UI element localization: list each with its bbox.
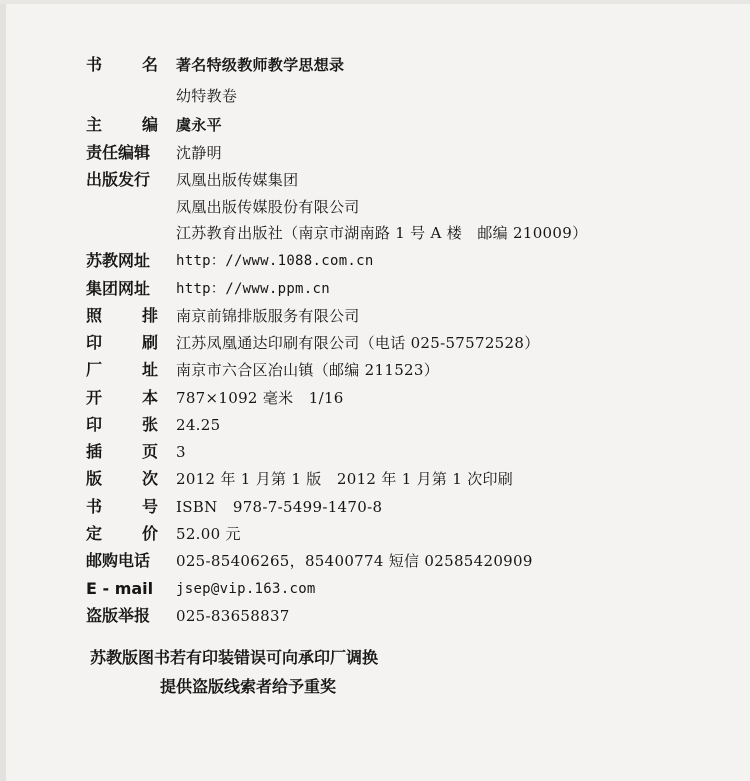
info-value: 南京市六合区冶山镇（邮编 211523） — [176, 361, 440, 379]
info-row — [0, 194, 750, 220]
info-label: 主 编 — [86, 115, 158, 134]
info-value: 025-83658837 — [176, 607, 290, 625]
info-row — [0, 466, 750, 492]
info-value: 著名特级教师教学思想录 — [176, 56, 345, 74]
info-label: 出版发行 — [86, 170, 151, 189]
info-value: 2012 年 1 月第 1 版 2012 年 1 月第 1 次印刷 — [176, 470, 514, 488]
info-row — [0, 357, 750, 383]
info-row — [0, 603, 750, 629]
info-label: 苏教网址 — [86, 251, 151, 270]
info-value: 3 — [176, 443, 186, 461]
info-row — [0, 576, 750, 602]
info-row — [0, 439, 750, 465]
info-label: 厂 址 — [86, 360, 158, 379]
info-value: 南京前锦排版服务有限公司 — [176, 307, 360, 325]
info-label: E - mail — [86, 579, 154, 598]
info-label: 印 刷 — [86, 333, 158, 352]
info-value: 沈静明 — [176, 144, 222, 162]
info-value: 凤凰出版传媒集团 — [176, 171, 299, 189]
info-label: 照 排 — [86, 306, 158, 325]
info-label: 责任编辑 — [86, 143, 151, 162]
info-value: 24.25 — [176, 416, 221, 434]
info-row — [0, 112, 750, 138]
info-row — [0, 330, 750, 356]
info-row — [0, 140, 750, 166]
info-value: 幼特教卷 — [176, 87, 238, 105]
info-label: 盗版举报 — [86, 606, 151, 625]
info-row — [0, 52, 750, 78]
info-value: ISBN 978-7-5499-1470-8 — [176, 498, 383, 516]
info-label: 印 张 — [86, 415, 158, 434]
info-label: 定 价 — [86, 524, 158, 543]
info-row — [0, 83, 750, 109]
info-value: 江苏教育出版社（南京市湖南路 1 号 A 楼 邮编 210009） — [176, 224, 588, 242]
info-row — [0, 276, 750, 302]
footer-line-piracy-reward: 提供盗版线索者给予重奖 — [160, 677, 337, 696]
info-value: 52.00 元 — [176, 525, 241, 543]
info-row — [0, 385, 750, 411]
info-value: 江苏凤凰通达印刷有限公司（电话 025-57572528） — [176, 334, 540, 352]
info-row — [0, 521, 750, 547]
info-label: 集团网址 — [86, 279, 151, 298]
info-row — [0, 412, 750, 438]
info-value: 787×1092 毫米 1/16 — [176, 389, 344, 407]
info-label: 邮购电话 — [86, 551, 151, 570]
info-value: 025-85406265，85400774 短信 02585420909 — [176, 552, 533, 570]
info-row — [0, 167, 750, 193]
info-label: 书 名 — [86, 55, 158, 74]
info-value: http：//www.1088.com.cn — [176, 253, 374, 269]
page-top-edge — [0, 0, 750, 4]
info-value: 虞永平 — [176, 116, 222, 134]
info-label: 插 页 — [86, 442, 158, 461]
info-value: jsep@vip.163.com — [176, 581, 316, 597]
info-row — [0, 220, 750, 246]
info-row — [0, 548, 750, 574]
info-label: 书 号 — [86, 497, 158, 516]
footer-line-replacement-notice: 苏教版图书若有印装错误可向承印厂调换 — [90, 648, 379, 667]
info-label: 开 本 — [86, 388, 158, 407]
info-value: http：//www.ppm.cn — [176, 281, 330, 297]
info-row — [0, 248, 750, 274]
info-value: 凤凰出版传媒股份有限公司 — [176, 198, 360, 216]
info-row — [0, 494, 750, 520]
info-label: 版 次 — [86, 469, 158, 488]
info-row — [0, 303, 750, 329]
